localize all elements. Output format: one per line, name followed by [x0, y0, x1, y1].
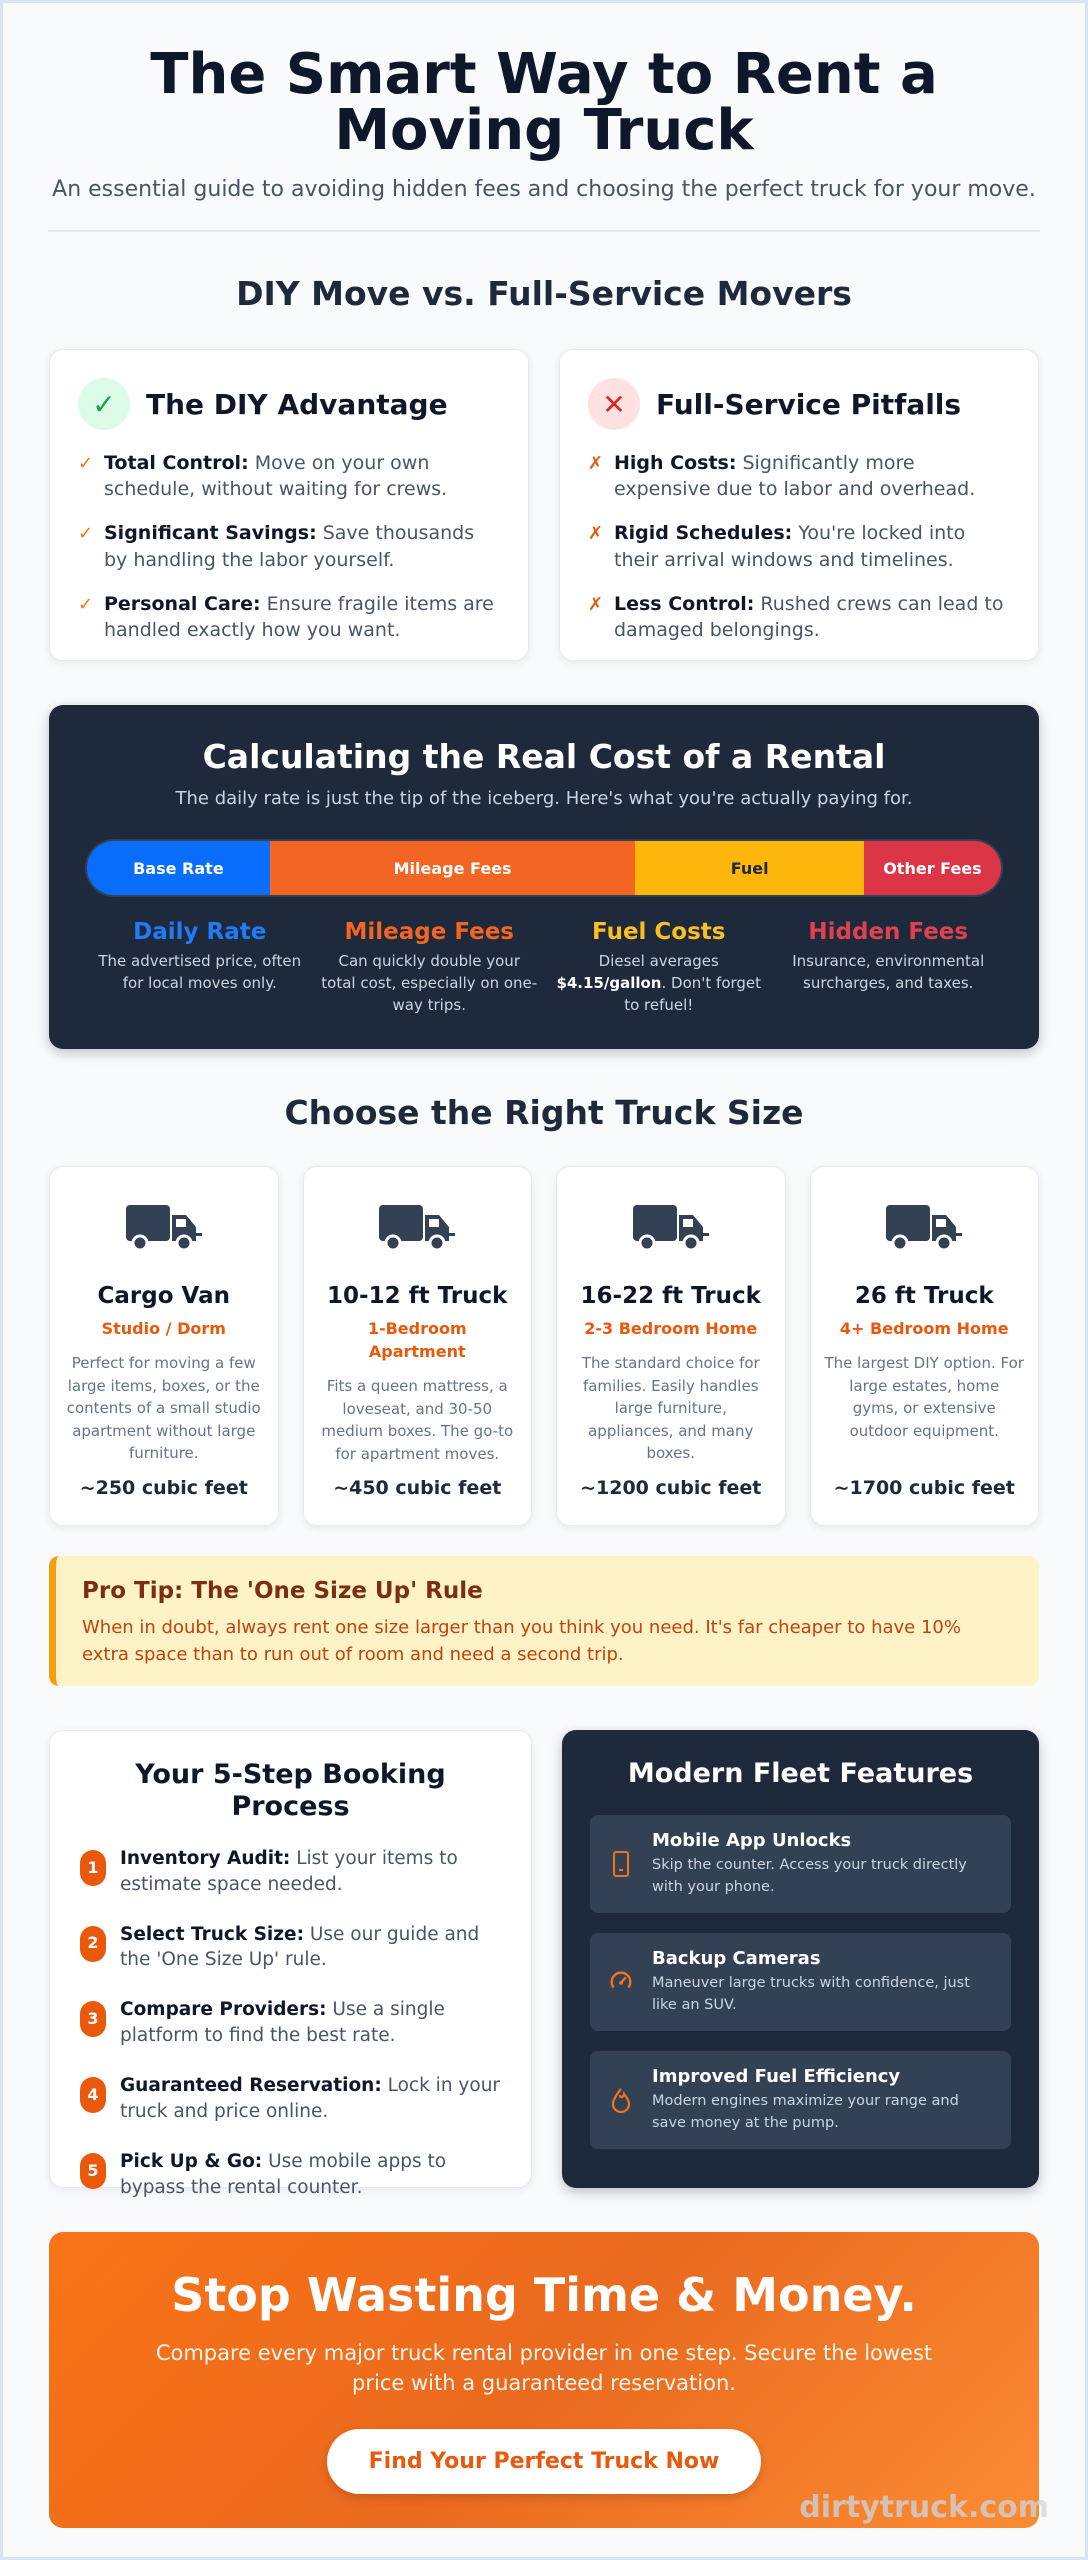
fleet-features — [590, 1815, 1011, 2149]
step-label: Inventory Audit: — [120, 1847, 291, 1869]
cost-segment-fuel: Fuel — [635, 841, 864, 895]
watermark: dirtytruck.com — [799, 2490, 1049, 2525]
feature-text — [652, 1948, 993, 2015]
list-item-desc: Move on your own schedule, without waiting for crews. — [104, 452, 448, 501]
cost-column — [774, 919, 1004, 1016]
list-item-label: High Costs: — [614, 452, 737, 474]
feature-text — [652, 1830, 993, 1897]
step-text — [120, 1846, 501, 1898]
step-number-badge: 3 — [80, 2001, 106, 2037]
list-item-label: Total Control: — [104, 452, 249, 474]
truck-name: Cargo Van — [97, 1283, 230, 1309]
step-desc: Use mobile apps to bypass the rental counter. — [120, 2150, 447, 2198]
cost-column-desc: Insurance, environmental surcharges, and taxes. — [792, 952, 985, 992]
pro-tip — [49, 1556, 1039, 1686]
feature-desc: Maneuver large trucks with confidence, just like an SUV. — [652, 1975, 970, 2013]
cost-column — [544, 919, 774, 1016]
booking-title: Your 5-Step Booking Process — [135, 1759, 446, 1823]
feature-title: Improved Fuel Efficiency — [652, 2066, 901, 2088]
truck-capacity: ~250 cubic feet — [79, 1477, 248, 1499]
truck-tag: 1-Bedroom Apartment — [367, 1319, 467, 1362]
diy-list — [78, 450, 500, 643]
fleet-title: Modern Fleet Features — [627, 1758, 974, 1789]
fuel-icon — [608, 2086, 634, 2114]
step-label: Select Truck Size: — [120, 1923, 304, 1945]
booking-step — [80, 1846, 501, 1898]
cost-columns — [85, 919, 1003, 1016]
truck-section-title: Choose the Right Truck Size — [284, 1093, 804, 1132]
feature-desc: Modern engines maximize your range and save money at the pump. — [652, 2093, 959, 2131]
cost-subtitle: The daily rate is just the tip of the iceberg. Here's what you're actually paying for. — [175, 788, 913, 809]
step-desc: List your items to estimate space needed. — [120, 1847, 458, 1895]
find-truck-button[interactable]: Find Your Perfect Truck Now — [327, 2429, 762, 2494]
cost-column-desc: Can quickly double your total cost, especially on one-way trips. — [321, 952, 538, 1014]
truck-icon — [571, 1201, 771, 1257]
comparison-section — [3, 274, 1085, 661]
cta-banner — [49, 2232, 1039, 2528]
truck-capacity: ~450 cubic feet — [333, 1477, 502, 1499]
step-text — [120, 1997, 501, 2049]
booking-step — [80, 1997, 501, 2049]
step-number-badge: 2 — [80, 1926, 106, 1962]
cost-column-title: Daily Rate — [133, 919, 267, 945]
fleet-feature — [590, 1933, 1011, 2031]
truck-icon — [64, 1201, 264, 1257]
step-label: Compare Providers: — [120, 1999, 327, 2021]
full-service-list — [588, 450, 1010, 643]
truck-card — [303, 1166, 533, 1526]
step-number-badge: 5 — [80, 2153, 106, 2189]
feature-text — [652, 2066, 993, 2133]
feature-title: Mobile App Unlocks — [652, 1830, 852, 1852]
truck-tag: 2-3 Bedroom Home — [584, 1319, 758, 1338]
cost-column-desc — [550, 951, 768, 1016]
pro-tip-body: When in doubt, always rent one size larger than you think you need. It's far cheaper to have 10% extra space than to run out of room and need a second trip. — [82, 1617, 961, 1665]
header — [3, 3, 1085, 202]
cost-desc-bold: $4.15/gallon — [556, 973, 662, 992]
cost-panel — [49, 705, 1039, 1049]
cost-column-title: Hidden Fees — [808, 919, 969, 945]
cost-desc-post: . Don't forget to refuel! — [624, 973, 762, 1014]
cost-column-title: Fuel Costs — [592, 919, 726, 945]
full-service-card — [559, 349, 1039, 661]
truck-icon — [825, 1201, 1025, 1257]
camera-icon — [608, 1968, 634, 1996]
list-item — [588, 591, 1010, 643]
phone-icon — [608, 1850, 634, 1878]
cost-title: Calculating the Real Cost of a Rental — [202, 737, 886, 776]
list-item-text — [104, 450, 500, 502]
list-item-label: Significant Savings: — [104, 522, 317, 545]
list-item-desc: You're locked into their arrival windows and timelines. — [614, 522, 966, 571]
cost-desc-pre: Diesel averages — [598, 952, 719, 970]
step-label: Pick Up & Go: — [120, 2150, 263, 2172]
truck-desc: Perfect for moving a few large items, boxes, or the contents of a small studio apartment without large furniture. — [66, 1354, 261, 1463]
list-item-text — [614, 450, 1010, 502]
step-number-badge: 1 — [80, 1850, 106, 1886]
step-desc: Use our guide and the 'One Size Up' rule. — [120, 1923, 480, 1971]
fleet-feature — [590, 1815, 1011, 1913]
truck-icon — [318, 1201, 518, 1257]
step-number-badge: 4 — [80, 2077, 106, 2113]
feature-desc: Skip the counter. Access your truck directly with your phone. — [652, 1857, 967, 1895]
truck-cards — [3, 1166, 1085, 1526]
cost-column-desc: The advertised price, often for local moves only. — [98, 952, 302, 992]
cta-subtitle: Compare every major truck rental provider in one step. Secure the lowest price with a guaranteed reservation. — [155, 2341, 933, 2396]
booking-steps-card — [49, 1730, 532, 2198]
full-service-title: Full-Service Pitfalls — [656, 387, 962, 421]
truck-capacity: ~1700 cubic feet — [833, 1477, 1015, 1499]
cost-breakdown-bar — [85, 839, 1003, 897]
truck-card — [810, 1166, 1040, 1526]
check-mark-icon: ✓ — [78, 523, 94, 545]
cost-column-title: Mileage Fees — [344, 919, 514, 945]
feature-title: Backup Cameras — [652, 1948, 821, 1970]
cost-segment-other-fees: Other Fees — [864, 841, 1001, 895]
list-item — [588, 520, 1010, 572]
booking-steps — [80, 1846, 501, 2201]
truck-card — [49, 1166, 279, 1526]
pro-tip-title: Pro Tip: The 'One Size Up' Rule — [82, 1578, 483, 1604]
booking-step — [80, 1922, 501, 1974]
truck-size-section — [3, 1093, 1085, 1526]
cross-mark-icon: ✗ — [588, 523, 604, 545]
truck-name: 10-12 ft Truck — [327, 1283, 508, 1309]
page-subtitle: An essential guide to avoiding hidden fees and choosing the perfect truck for your move. — [52, 177, 1036, 202]
step-desc: Lock in your truck and price online. — [120, 2075, 501, 2123]
list-item-text — [104, 591, 500, 643]
step-text — [120, 2073, 501, 2125]
list-item-desc: Save thousands by handling the labor yourself. — [104, 522, 475, 571]
list-item-label: Personal Care: — [104, 592, 261, 615]
step-text — [120, 2149, 501, 2201]
comparison-title: DIY Move vs. Full-Service Movers — [236, 274, 852, 313]
list-item-text — [614, 520, 1010, 572]
diy-card — [49, 349, 529, 661]
list-item-label: Rigid Schedules: — [614, 522, 793, 545]
truck-tag: Studio / Dorm — [101, 1319, 226, 1338]
check-mark-icon: ✓ — [78, 593, 94, 615]
cross-mark-icon: ✗ — [588, 453, 604, 474]
truck-name: 16-22 ft Truck — [580, 1283, 761, 1309]
list-item — [78, 450, 500, 502]
fleet-feature — [590, 2051, 1011, 2149]
booking-step — [80, 2073, 501, 2125]
list-item — [78, 520, 500, 572]
fleet-features-card — [562, 1730, 1039, 2188]
list-item-desc: Ensure fragile items are handled exactly how you want. — [104, 592, 494, 642]
truck-name: 26 ft Truck — [854, 1283, 994, 1309]
cost-column — [85, 919, 315, 1016]
list-item-text — [104, 520, 500, 572]
step-desc: Use a single platform to find the best rate. — [120, 1999, 445, 2047]
truck-desc: The largest DIY option. For large estates, home gyms, or extensive outdoor equipment. — [824, 1354, 1024, 1440]
booking-step — [80, 2149, 501, 2201]
check-mark-icon: ✓ — [78, 453, 94, 474]
cost-segment-base-rate: Base Rate — [87, 841, 270, 895]
truck-capacity: ~1200 cubic feet — [580, 1477, 762, 1499]
truck-desc: Fits a queen mattress, a loveseat, and 30-50 medium boxes. The go-to for apartment moves. — [321, 1377, 514, 1463]
step-text — [120, 1922, 501, 1974]
list-item-text — [614, 591, 1010, 643]
cost-column — [315, 919, 545, 1016]
x-icon: ✕ — [588, 378, 640, 430]
list-item-label: Less Control: — [614, 592, 755, 615]
list-item — [588, 450, 1010, 502]
cta-title: Stop Wasting Time & Money. — [171, 2268, 917, 2322]
check-icon: ✓ — [78, 378, 130, 430]
divider — [48, 230, 1040, 232]
truck-desc: The standard choice for families. Easily handles large furniture, appliances, and many boxes. — [581, 1354, 760, 1463]
truck-card — [556, 1166, 786, 1526]
page-title: The Smart Way to Rent a Moving Truck — [150, 42, 938, 163]
list-item — [78, 591, 500, 643]
list-item-desc: Rushed crews can lead to damaged belongings. — [614, 592, 1004, 642]
list-item-desc: Significantly more expensive due to labor and overhead. — [614, 452, 976, 501]
step-label: Guaranteed Reservation: — [120, 2075, 382, 2097]
cross-mark-icon: ✗ — [588, 593, 604, 615]
diy-title: The DIY Advantage — [146, 387, 448, 421]
cost-segment-mileage-fees: Mileage Fees — [270, 841, 636, 895]
truck-tag: 4+ Bedroom Home — [839, 1319, 1009, 1338]
